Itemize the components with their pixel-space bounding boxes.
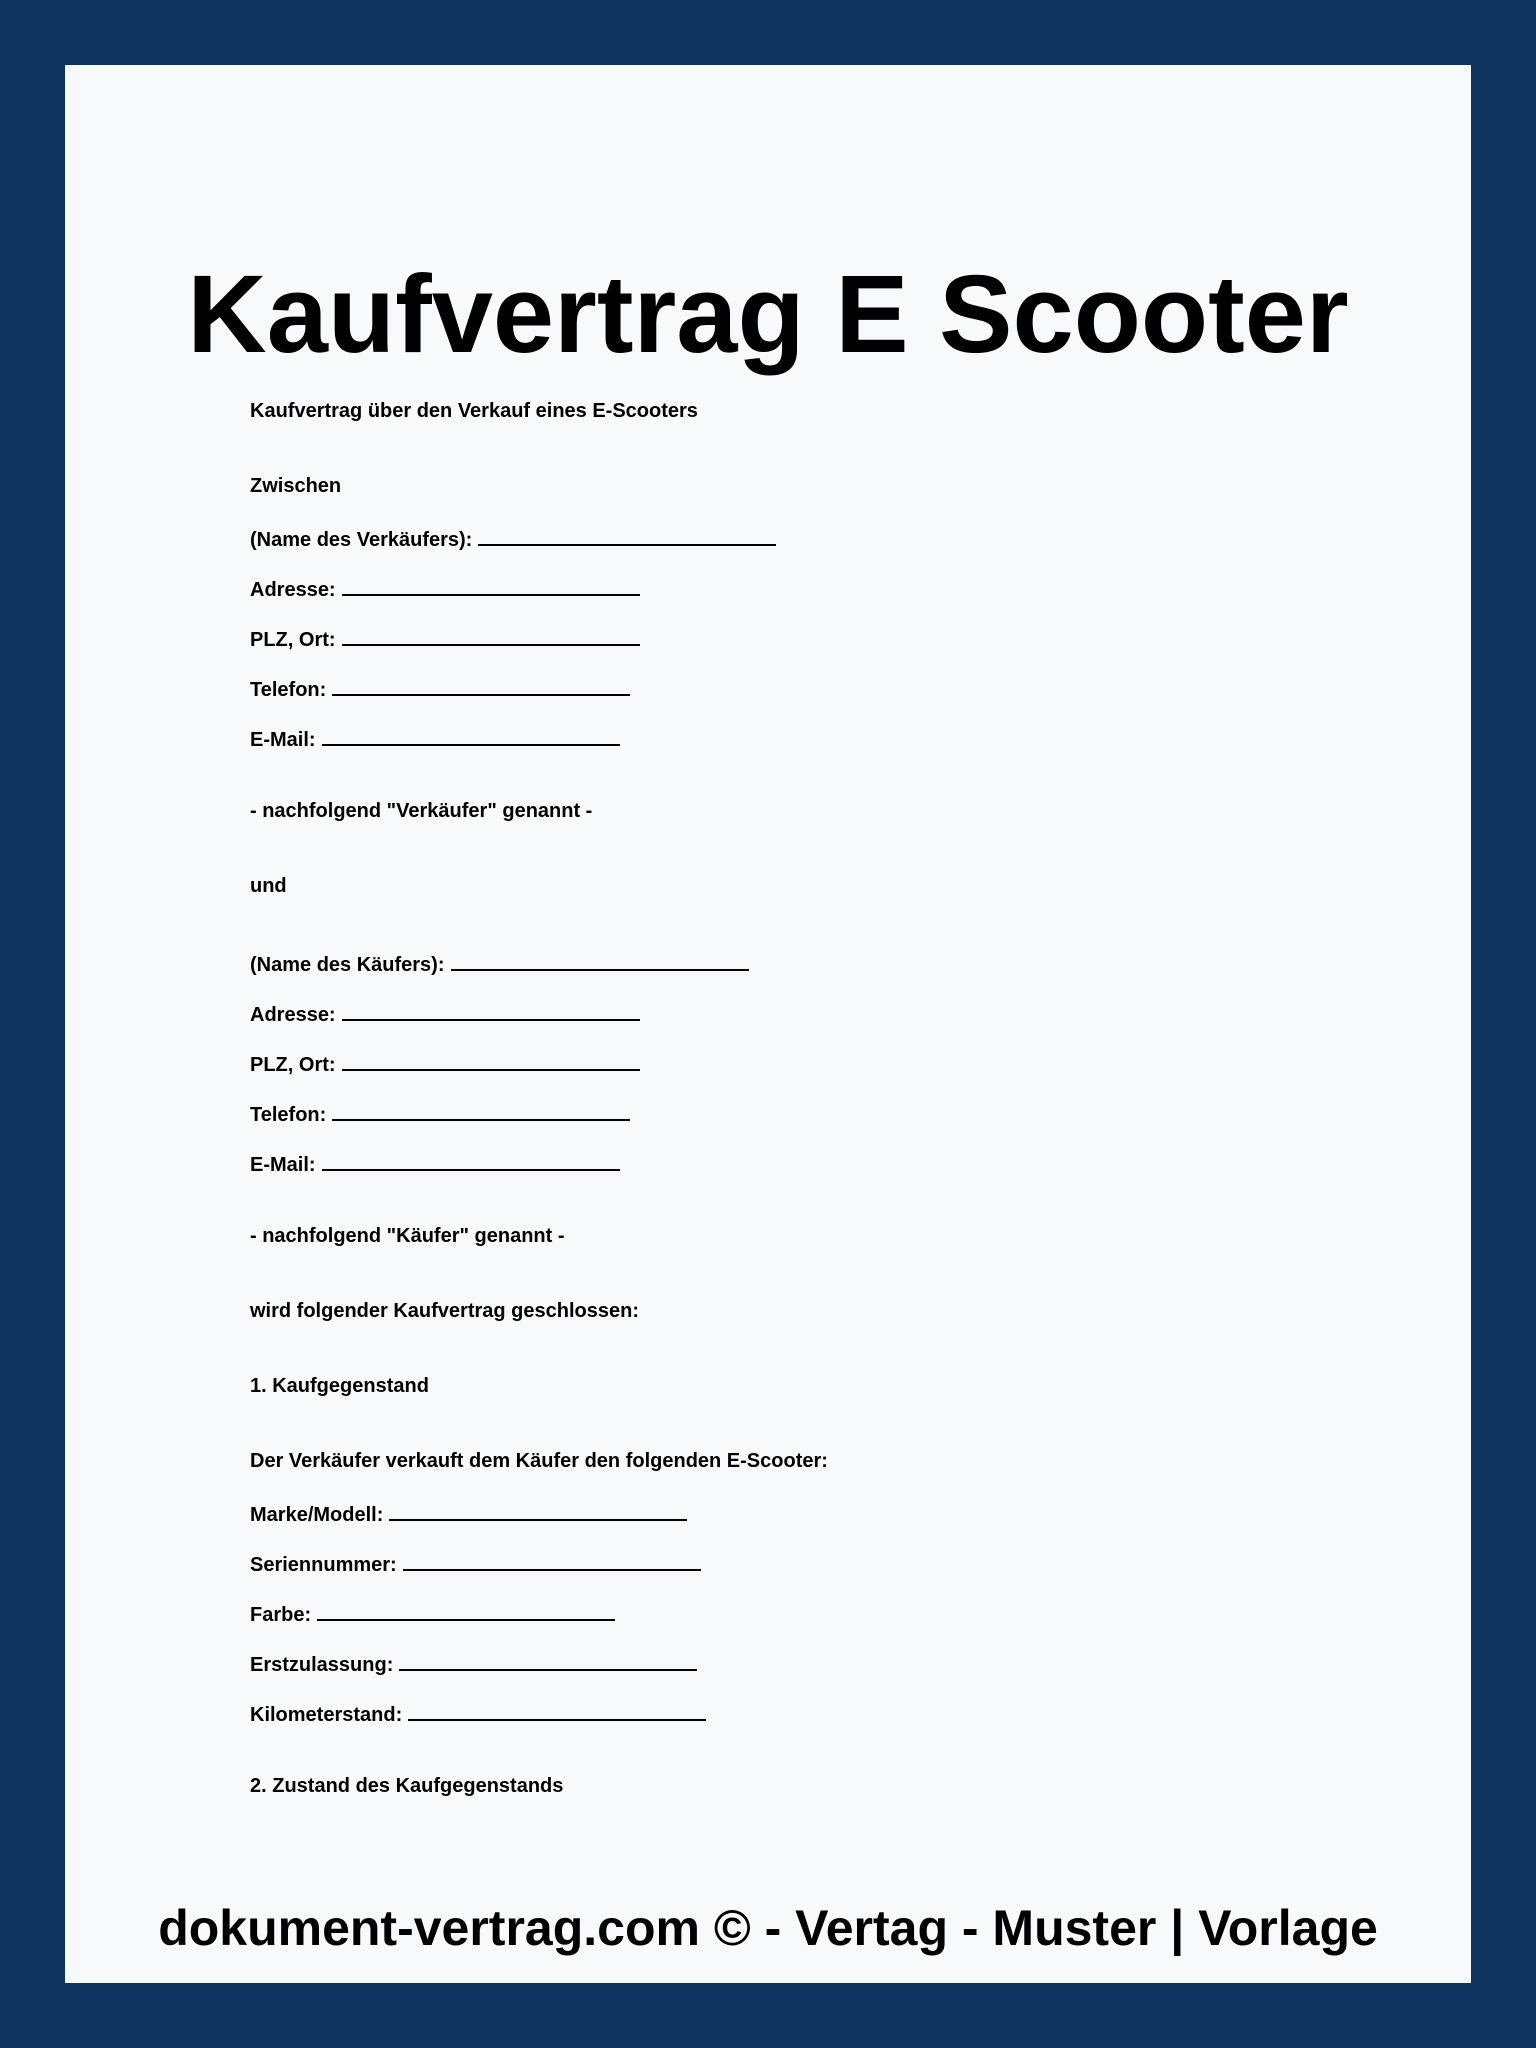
buyer-zip-city-label: PLZ, Ort: xyxy=(250,1054,336,1076)
serial-number-label: Seriennummer: xyxy=(250,1554,397,1576)
seller-email-field xyxy=(250,724,620,752)
buyer-zip-city-field xyxy=(250,1049,640,1077)
brand-model-blank xyxy=(389,1499,687,1521)
brand-model-label: Marke/Modell: xyxy=(250,1504,384,1526)
serial-number-blank xyxy=(403,1549,701,1571)
buyer-name-field xyxy=(250,949,749,977)
color-blank xyxy=(317,1599,615,1621)
color-field xyxy=(250,1599,615,1627)
seller-phone-blank xyxy=(332,674,630,696)
seller-zip-city-label: PLZ, Ort: xyxy=(250,629,336,651)
buyer-email-blank xyxy=(322,1149,620,1171)
and-line: und xyxy=(250,875,287,897)
section-1-heading: 1. Kaufgegenstand xyxy=(250,1375,429,1397)
buyer-designation: - nachfolgend "Käufer" genannt - xyxy=(250,1225,565,1247)
seller-name-blank xyxy=(478,524,776,546)
first-registration-label: Erstzulassung: xyxy=(250,1654,394,1676)
document-title: Kaufvertrag E Scooter xyxy=(187,253,1349,376)
buyer-name-label: (Name des Käufers): xyxy=(250,954,445,976)
seller-name-field xyxy=(250,524,776,552)
seller-email-blank xyxy=(322,724,620,746)
seller-phone-label: Telefon: xyxy=(250,679,327,701)
buyer-zip-city-blank xyxy=(342,1049,640,1071)
seller-email-label: E-Mail: xyxy=(250,729,316,751)
mileage-field xyxy=(250,1699,706,1727)
buyer-phone-field xyxy=(250,1099,630,1127)
mileage-label: Kilometerstand: xyxy=(250,1704,403,1726)
seller-address-blank xyxy=(342,574,640,596)
buyer-name-blank xyxy=(451,949,749,971)
buyer-address-blank xyxy=(342,999,640,1021)
section-1-text: Der Verkäufer verkauft dem Käufer den folgenden E-Scooter: xyxy=(250,1450,828,1472)
seller-address-field xyxy=(250,574,640,602)
section-2-heading: 2. Zustand des Kaufgegenstands xyxy=(250,1775,564,1797)
intro-line: Kaufvertrag über den Verkauf eines E-Scooters xyxy=(250,400,698,422)
buyer-phone-blank xyxy=(332,1099,630,1121)
serial-number-field xyxy=(250,1549,701,1577)
contract-sentence: wird folgender Kaufvertrag geschlossen: xyxy=(250,1300,639,1322)
mileage-blank xyxy=(408,1699,706,1721)
buyer-email-label: E-Mail: xyxy=(250,1154,316,1176)
first-registration-blank xyxy=(399,1649,697,1671)
seller-address-label: Adresse: xyxy=(250,579,336,601)
buyer-address-label: Adresse: xyxy=(250,1004,336,1026)
seller-phone-field xyxy=(250,674,630,702)
between-line: Zwischen xyxy=(250,475,342,497)
footer-watermark: dokument-vertrag.com © - Vertag - Muster | Vorlage xyxy=(158,1900,1378,1956)
document-page xyxy=(65,65,1471,1983)
first-registration-field xyxy=(250,1649,697,1677)
seller-designation: - nachfolgend "Verkäufer" genannt - xyxy=(250,800,593,822)
seller-name-label: (Name des Verkäufers): xyxy=(250,529,473,551)
buyer-phone-label: Telefon: xyxy=(250,1104,327,1126)
buyer-email-field xyxy=(250,1149,620,1177)
seller-zip-city-blank xyxy=(342,624,640,646)
seller-zip-city-field xyxy=(250,624,640,652)
color-label: Farbe: xyxy=(250,1604,312,1626)
brand-model-field xyxy=(250,1499,687,1527)
buyer-address-field xyxy=(250,999,640,1027)
